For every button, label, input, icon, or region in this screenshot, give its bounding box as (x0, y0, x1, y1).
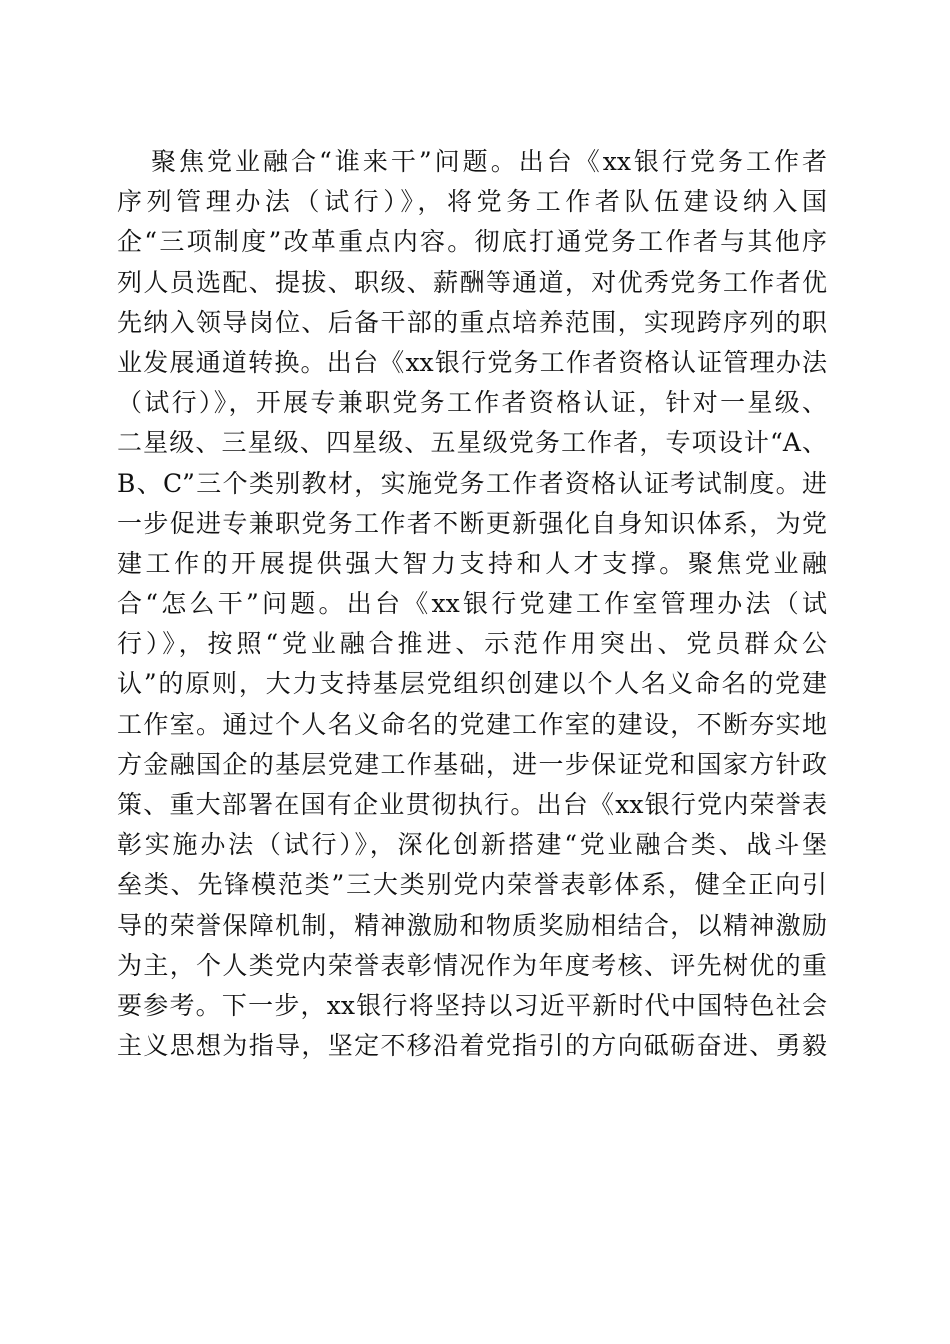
paragraph-line-18: 彰实施办法（试行）》，深化创新搭建“党业融合类、战斗堡 (117, 830, 827, 860)
paragraph-line-10: 一步促进专兼职党务工作者不断更新强化自身知识体系，为党 (117, 508, 827, 538)
paragraph-line-12: 合“怎么干”问题。出台《xx银行党建工作室管理办法（试 (117, 589, 827, 619)
paragraph-line-8: 二星级、三星级、四星级、五星级党务工作者，专项设计“A、 (117, 428, 827, 458)
paragraph-line-2: 序列管理办法（试行）》，将党务工作者队伍建设纳入国 (117, 187, 827, 217)
paragraph-line-23: 主义思想为指导，坚定不移沿着党指引的方向砥砺奋进、勇毅 (117, 1031, 827, 1061)
paragraph-line-14: 认”的原则，大力支持基层党组织创建以个人名义命名的党建 (117, 669, 827, 699)
paragraph-line-21: 为主，个人类党内荣誉表彰情况作为年度考核、评先树优的重 (117, 950, 827, 980)
paragraph-line-3: 企“三项制度”改革重点内容。彻底打通党务工作者与其他序 (117, 227, 827, 257)
paragraph-line-5: 先纳入领导岗位、后备干部的重点培养范围，实现跨序列的职 (117, 307, 827, 337)
paragraph-line-22: 要参考。下一步，xx银行将坚持以习近平新时代中国特色社会 (117, 990, 827, 1020)
paragraph-line-17: 策、重大部署在国有企业贯彻执行。出台《xx银行党内荣誉表 (117, 790, 827, 819)
paragraph-line-1: 聚焦党业融合“谁来干”问题。出台《xx银行党务工作者 (151, 147, 827, 176)
paragraph-line-16: 方金融国企的基层党建工作基础，进一步保证党和国家方针政 (117, 749, 827, 779)
paragraph-line-19: 垒类、先锋模范类”三大类别党内荣誉表彰体系，健全正向引 (117, 870, 827, 900)
paragraph-line-4: 列人员选配、提拔、职级、薪酬等通道，对优秀党务工作者优 (117, 267, 827, 297)
paragraph-line-13: 行）》，按照“党业融合推进、示范作用突出、党员群众公 (117, 629, 827, 659)
paragraph-line-9: B、C”三个类别教材，实施党务工作者资格认证考试制度。进 (117, 468, 827, 498)
paragraph-line-7: （试行）》，开展专兼职党务工作者资格认证，针对一星级、 (117, 388, 827, 418)
body-paragraph (117, 142, 827, 1066)
paragraph-line-20: 导的荣誉保障机制，精神激励和物质奖励相结合，以精神激励 (117, 910, 827, 940)
paragraph-line-11: 建工作的开展提供强大智力支持和人才支撑。聚焦党业融 (117, 548, 827, 578)
paragraph-line-15: 工作室。通过个人名义命名的党建工作室的建设，不断夯实地 (117, 709, 827, 739)
paragraph-line-6: 业发展通道转换。出台《xx银行党务工作者资格认证管理办法 (117, 347, 827, 377)
